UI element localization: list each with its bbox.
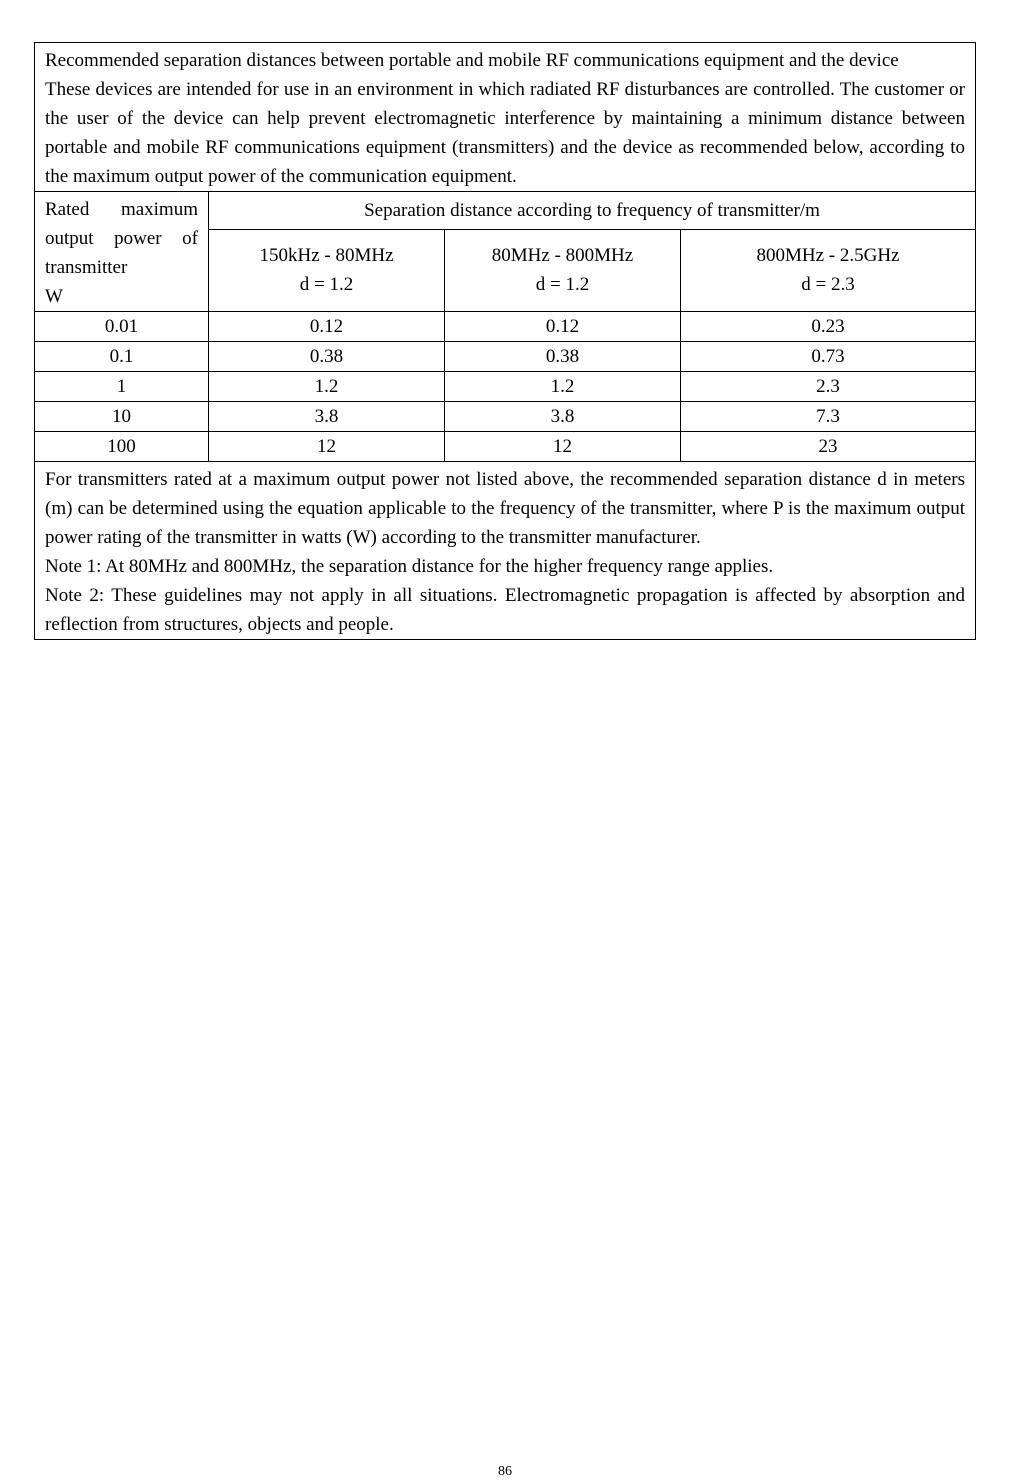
table-cell: 0.12 <box>445 312 681 342</box>
rated-header-line: output power of <box>45 228 198 249</box>
rated-header-line: Rated maximum <box>45 199 198 220</box>
footer-paragraph: For transmitters rated at a maximum output power not listed above, the recommended separation distance d in meters (m) can be determined using the equation applicable to the frequency of the transmitter, where P is the maximum output power rating of the transmitter in watts (W) according to the transmitter manufacturer. <box>45 469 965 548</box>
frequency-column-header <box>209 229 445 311</box>
frequency-column-header <box>681 229 976 311</box>
page-number: 86 <box>498 1464 512 1479</box>
table-row <box>35 402 976 432</box>
table-cell-power: 0.1 <box>35 342 209 372</box>
table-cell: 7.3 <box>681 402 976 432</box>
table-cell: 0.38 <box>445 342 681 372</box>
table-cell: 12 <box>209 432 445 462</box>
separation-distance-header: Separation distance according to frequency of transmitter/m <box>209 192 976 230</box>
frequency-column-header <box>445 229 681 311</box>
table-row <box>35 372 976 402</box>
intro-body: These devices are intended for use in an environment in which radiated RF disturbances are controlled. The customer or the user of the device can help prevent electromagnetic interference by maintaining a minimum distance between portable and mobile RF communications equipment (transmitters) and the device as recommended below, according to the maximum output power of the communication equipment. <box>45 79 965 187</box>
table-cell: 3.8 <box>445 402 681 432</box>
table-cell: 2.3 <box>681 372 976 402</box>
footer-note-2: Note 2: These guidelines may not apply in all situations. Electromagnetic propagation is affected by absorption and reflection from structures, objects and people. <box>45 585 965 635</box>
table-cell-power: 10 <box>35 402 209 432</box>
rated-header-unit: W <box>45 286 63 307</box>
table-row <box>35 342 976 372</box>
table-cell: 0.73 <box>681 342 976 372</box>
rated-header-line: transmitter <box>45 257 128 278</box>
table-cell: 3.8 <box>209 402 445 432</box>
table-cell: 1.2 <box>209 372 445 402</box>
table-cell: 23 <box>681 432 976 462</box>
footer-note-1: Note 1: At 80MHz and 800MHz, the separation distance for the higher frequency range applies. <box>45 556 774 577</box>
table-cell: 0.23 <box>681 312 976 342</box>
footer-cell <box>35 462 976 640</box>
intro-row <box>35 43 976 192</box>
table-cell: 0.12 <box>209 312 445 342</box>
frequency-formula: d = 1.2 <box>299 274 354 296</box>
table-cell-power: 1 <box>35 372 209 402</box>
frequency-range: 80MHz - 800MHz <box>491 245 634 267</box>
table-row <box>35 312 976 342</box>
table-row <box>35 432 976 462</box>
table-cell-power: 0.01 <box>35 312 209 342</box>
intro-title: Recommended separation distances between portable and mobile RF communications equipment and the device <box>45 50 899 71</box>
footer-row <box>35 462 976 640</box>
table-cell-power: 100 <box>35 432 209 462</box>
table-cell: 12 <box>445 432 681 462</box>
table-cell: 0.38 <box>209 342 445 372</box>
rated-power-header <box>35 192 209 312</box>
frequency-formula: d = 2.3 <box>801 274 855 296</box>
separation-distance-table <box>34 42 976 640</box>
intro-cell <box>35 43 976 192</box>
header-row-1 <box>35 192 976 230</box>
frequency-formula: d = 1.2 <box>535 274 590 296</box>
frequency-range: 800MHz - 2.5GHz <box>756 245 900 267</box>
frequency-range: 150kHz - 80MHz <box>259 245 394 267</box>
table-cell: 1.2 <box>445 372 681 402</box>
